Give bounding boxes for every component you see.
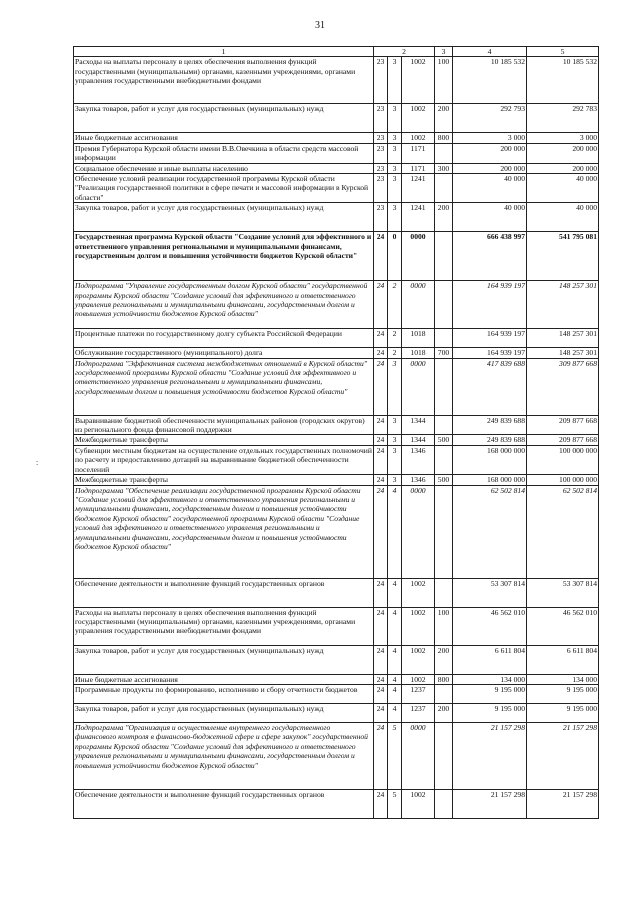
table-row (74, 703, 599, 722)
table-row (74, 475, 599, 485)
row-code-a: 24 (374, 281, 388, 329)
program-row (74, 232, 599, 281)
row-value-2: 53 307 814 (527, 578, 599, 607)
row-code-b: 3 (388, 104, 402, 133)
budget-table (73, 46, 599, 819)
subprogram-row (74, 485, 599, 578)
row-value-1: 249 839 688 (453, 415, 527, 435)
row-code-d: 300 (435, 163, 453, 173)
row-code-b: 3 (388, 143, 402, 163)
row-value-2: 10 185 532 (527, 57, 599, 104)
row-name: Социальное обеспечение и иные выплаты населению (74, 163, 374, 173)
row-code-a: 24 (374, 607, 388, 645)
table-row (74, 645, 599, 674)
table-row (74, 415, 599, 435)
row-code-b: 3 (388, 445, 402, 474)
row-name: Выравнивание бюджетной обеспеченности муниципальных районов (городских округов) из регионального фонда финансовой поддержки (74, 415, 374, 435)
row-code-d (435, 578, 453, 607)
row-code-d (435, 722, 453, 789)
row-value-2: 3 000 (527, 133, 599, 143)
table-row (74, 348, 599, 358)
row-code-d: 500 (435, 475, 453, 485)
row-name: Расходы на выплаты персоналу в целях обеспечения выполнения функций государственными (муниципальными) органами, казенными учреждениями, органами управления государственными внебюджетными фондами (74, 607, 374, 645)
row-code-a: 24 (374, 645, 388, 674)
row-value-1: 164 939 197 (453, 281, 527, 329)
row-code-b: 3 (388, 435, 402, 445)
row-code-b: 0 (388, 232, 402, 281)
row-code-d: 800 (435, 133, 453, 143)
row-code-b: 3 (388, 163, 402, 173)
row-value-1: 10 185 532 (453, 57, 527, 104)
row-code-d (435, 789, 453, 818)
row-name: Программные продукты по формированию, исполнению и сбору отчетности бюджетов (74, 684, 374, 703)
row-code-b: 3 (388, 57, 402, 104)
row-code-a: 24 (374, 445, 388, 474)
header-col-1: 1 (74, 47, 374, 57)
row-name: Премия Губернатора Курской области имени В.В.Овечкина в области средств массовой информации (74, 143, 374, 163)
row-code-a: 23 (374, 174, 388, 203)
row-value-2: 200 000 (527, 143, 599, 163)
table-row (74, 445, 599, 474)
row-code-a: 24 (374, 674, 388, 684)
row-value-1: 62 502 814 (453, 485, 527, 578)
row-value-1: 46 562 010 (453, 607, 527, 645)
row-value-2: 292 783 (527, 104, 599, 133)
row-name: Закупка товаров, работ и услуг для государственных (муниципальных) нужд (74, 645, 374, 674)
row-code-c: 1346 (402, 445, 435, 474)
row-value-1: 53 307 814 (453, 578, 527, 607)
row-code-b: 3 (388, 133, 402, 143)
row-code-b: 2 (388, 329, 402, 348)
row-value-2: 40 000 (527, 174, 599, 203)
row-code-c: 1241 (402, 174, 435, 203)
row-value-2: 148 257 301 (527, 281, 599, 329)
table-row (74, 143, 599, 163)
row-code-b: 4 (388, 703, 402, 722)
row-value-1: 417 839 688 (453, 358, 527, 415)
row-value-1: 21 157 298 (453, 722, 527, 789)
header-col-3: 3 (435, 47, 453, 57)
row-code-a: 24 (374, 415, 388, 435)
row-code-c: 1002 (402, 607, 435, 645)
row-value-2: 309 877 668 (527, 358, 599, 415)
row-value-2: 148 257 301 (527, 329, 599, 348)
row-name: Обслуживание государственного (муниципального) долга (74, 348, 374, 358)
row-value-1: 168 000 000 (453, 445, 527, 474)
row-code-a: 23 (374, 143, 388, 163)
row-name: Закупка товаров, работ и услуг для государственных (муниципальных) нужд (74, 703, 374, 722)
row-value-2: 21 157 298 (527, 722, 599, 789)
row-name: Иные бюджетные ассигнования (74, 674, 374, 684)
row-code-a: 24 (374, 578, 388, 607)
row-code-a: 24 (374, 722, 388, 789)
row-code-c: 1002 (402, 133, 435, 143)
table-row (74, 104, 599, 133)
row-code-a: 23 (374, 163, 388, 173)
row-value-2: 541 795 081 (527, 232, 599, 281)
row-code-c: 1018 (402, 348, 435, 358)
row-value-1: 292 793 (453, 104, 527, 133)
row-code-b: 5 (388, 722, 402, 789)
header-col-5: 5 (527, 47, 599, 57)
row-code-c: 1002 (402, 674, 435, 684)
row-code-d: 200 (435, 203, 453, 232)
row-code-b: 3 (388, 174, 402, 203)
header-col-4: 4 (453, 47, 527, 57)
subprogram-row (74, 281, 599, 329)
row-name: Государственная программа Курской области "Создание условий для эффективного и ответственного управления региональными и муниципальными финансами, государственным долгом и повышения устойчивости бюджетов Курской области" (74, 232, 374, 281)
row-name: Обеспечение деятельности и выполнение функций государственных органов (74, 578, 374, 607)
row-code-a: 24 (374, 475, 388, 485)
row-code-c: 1237 (402, 703, 435, 722)
row-value-2: 200 000 (527, 163, 599, 173)
table-row (74, 578, 599, 607)
row-code-c: 1344 (402, 415, 435, 435)
row-code-c: 1018 (402, 329, 435, 348)
row-value-2: 6 611 804 (527, 645, 599, 674)
margin-mark: : (36, 458, 39, 467)
row-code-a: 24 (374, 789, 388, 818)
row-code-a: 24 (374, 329, 388, 348)
row-code-a: 23 (374, 57, 388, 104)
row-value-1: 200 000 (453, 163, 527, 173)
table-header-row (74, 47, 599, 57)
row-code-b: 3 (388, 358, 402, 415)
row-value-1: 164 939 197 (453, 348, 527, 358)
row-code-d: 200 (435, 645, 453, 674)
row-code-c: 0000 (402, 722, 435, 789)
row-value-1: 6 611 804 (453, 645, 527, 674)
row-value-2: 62 502 814 (527, 485, 599, 578)
row-code-d (435, 174, 453, 203)
row-code-a: 24 (374, 435, 388, 445)
row-code-d (435, 485, 453, 578)
table-row (74, 435, 599, 445)
row-name: Иные бюджетные ассигнования (74, 133, 374, 143)
row-code-d (435, 143, 453, 163)
row-name: Подпрограмма "Эффективная система межбюджетных отношений в Курской области" государственной программы Курской области "Создание условий для эффективного и ответственного управления региональными и муниципальными финансами, государственным долгом и повышения устойчивости бюджетов Курской области" (74, 358, 374, 415)
table-row (74, 57, 599, 104)
subprogram-row (74, 358, 599, 415)
row-value-1: 9 195 000 (453, 703, 527, 722)
row-code-a: 24 (374, 684, 388, 703)
row-code-d: 200 (435, 703, 453, 722)
row-name: Подпрограмма "Организация и осуществление внутреннего государственного финансового контроля в финансово-бюджетной сфере и сфере закупок" государственной программы Курской области "Создание условий для эффективного и ответственного управления региональными и муниципальными финансами, государственным долгом и повышения устойчивости бюджетов Курской области" (74, 722, 374, 789)
row-value-1: 249 839 688 (453, 435, 527, 445)
row-code-c: 0000 (402, 232, 435, 281)
row-code-c: 1237 (402, 684, 435, 703)
row-value-1: 3 000 (453, 133, 527, 143)
row-code-c: 1002 (402, 57, 435, 104)
row-value-2: 9 195 000 (527, 703, 599, 722)
row-code-b: 4 (388, 578, 402, 607)
row-code-b: 4 (388, 485, 402, 578)
row-value-2: 100 000 000 (527, 445, 599, 474)
table-row (74, 174, 599, 203)
table-row (74, 674, 599, 684)
row-name: Обеспечение условий реализации государственной программы Курской области "Реализация государственной политики в сфере печати и массовой информации в Курской области" (74, 174, 374, 203)
row-value-1: 40 000 (453, 203, 527, 232)
row-name: Расходы на выплаты персоналу в целях обеспечения выполнения функций государственными (муниципальными) органами, казенными учреждениями, органами управления государственными внебюджетными фондами (74, 57, 374, 104)
row-code-d (435, 281, 453, 329)
row-code-d: 500 (435, 435, 453, 445)
row-name: Межбюджетные трансферты (74, 475, 374, 485)
row-code-c: 1171 (402, 163, 435, 173)
row-code-a: 24 (374, 485, 388, 578)
row-name: Закупка товаров, работ и услуг для государственных (муниципальных) нужд (74, 104, 374, 133)
row-code-c: 1002 (402, 645, 435, 674)
row-code-d (435, 329, 453, 348)
row-code-b: 4 (388, 607, 402, 645)
row-value-1: 40 000 (453, 174, 527, 203)
subprogram-row (74, 722, 599, 789)
row-value-2: 9 195 000 (527, 684, 599, 703)
row-code-c: 0000 (402, 281, 435, 329)
row-value-2: 40 000 (527, 203, 599, 232)
row-code-a: 24 (374, 232, 388, 281)
row-code-b: 5 (388, 789, 402, 818)
table-row (74, 203, 599, 232)
row-value-2: 148 257 301 (527, 348, 599, 358)
row-code-d: 700 (435, 348, 453, 358)
row-value-1: 200 000 (453, 143, 527, 163)
row-code-a: 23 (374, 203, 388, 232)
row-name: Подпрограмма "Обеспечение реализации государственной программы Курской области "Создание условий для эффективного и ответственного управления региональными и муниципальными финансами, государственным долгом и повышения устойчивости бюджетов Курской области" государственной программы Курской области "Создание условий для эффективного и ответственного управления региональными и муниципальными финансами, государственным долгом и повышения устойчивости бюджетов Курской области" (74, 485, 374, 578)
row-value-2: 21 157 298 (527, 789, 599, 818)
row-name: Обеспечение деятельности и выполнение функций государственных органов (74, 789, 374, 818)
row-code-a: 23 (374, 133, 388, 143)
row-value-1: 134 000 (453, 674, 527, 684)
row-code-b: 4 (388, 645, 402, 674)
row-code-c: 1171 (402, 143, 435, 163)
row-code-a: 23 (374, 104, 388, 133)
row-value-1: 666 438 997 (453, 232, 527, 281)
page-number: 31 (315, 20, 325, 31)
row-code-c: 0000 (402, 358, 435, 415)
row-code-d: 100 (435, 57, 453, 104)
row-code-b: 2 (388, 281, 402, 329)
table-row (74, 329, 599, 348)
row-name: Закупка товаров, работ и услуг для государственных (муниципальных) нужд (74, 203, 374, 232)
row-code-c: 1346 (402, 475, 435, 485)
row-name: Подпрограмма "Управление государственным долгом Курской области" государственной программы Курской области "Создание условий для эффективного и ответственного управления региональными и муниципальными финансами, государственным долгом и повышения устойчивости бюджетов Курской области" (74, 281, 374, 329)
row-code-c: 1344 (402, 435, 435, 445)
table-row (74, 133, 599, 143)
row-code-a: 24 (374, 348, 388, 358)
row-code-c: 1002 (402, 578, 435, 607)
table-row (74, 789, 599, 818)
row-code-d (435, 415, 453, 435)
row-value-2: 209 877 668 (527, 435, 599, 445)
row-code-c: 1002 (402, 789, 435, 818)
row-code-c: 1002 (402, 104, 435, 133)
row-code-d: 200 (435, 104, 453, 133)
row-code-b: 4 (388, 684, 402, 703)
row-code-c: 1241 (402, 203, 435, 232)
row-code-d: 800 (435, 674, 453, 684)
row-code-d (435, 232, 453, 281)
row-code-b: 3 (388, 415, 402, 435)
row-code-b: 3 (388, 203, 402, 232)
row-value-2: 100 000 000 (527, 475, 599, 485)
row-code-d: 100 (435, 607, 453, 645)
row-value-1: 164 939 197 (453, 329, 527, 348)
row-value-2: 134 000 (527, 674, 599, 684)
header-col-2: 2 (374, 47, 435, 57)
row-code-b: 3 (388, 475, 402, 485)
row-code-d (435, 358, 453, 415)
row-name: Межбюджетные трансферты (74, 435, 374, 445)
table-row (74, 607, 599, 645)
row-value-1: 21 157 298 (453, 789, 527, 818)
row-code-a: 24 (374, 703, 388, 722)
row-code-d (435, 684, 453, 703)
table-row (74, 163, 599, 173)
row-code-c: 0000 (402, 485, 435, 578)
row-value-2: 46 562 010 (527, 607, 599, 645)
row-value-1: 168 000 000 (453, 475, 527, 485)
table-row (74, 684, 599, 703)
row-code-a: 24 (374, 358, 388, 415)
row-value-1: 9 195 000 (453, 684, 527, 703)
row-name: Процентные платежи по государственному долгу субъекта Российской Федерации (74, 329, 374, 348)
row-code-b: 4 (388, 674, 402, 684)
row-code-b: 2 (388, 348, 402, 358)
row-code-d (435, 445, 453, 474)
row-name: Субвенции местным бюджетам на осуществление отдельных государственных полномочий по расчету и предоставлению дотаций на выравнивание бюджетной обеспеченности поселений (75, 445, 372, 474)
row-value-2: 209 877 668 (527, 415, 599, 435)
